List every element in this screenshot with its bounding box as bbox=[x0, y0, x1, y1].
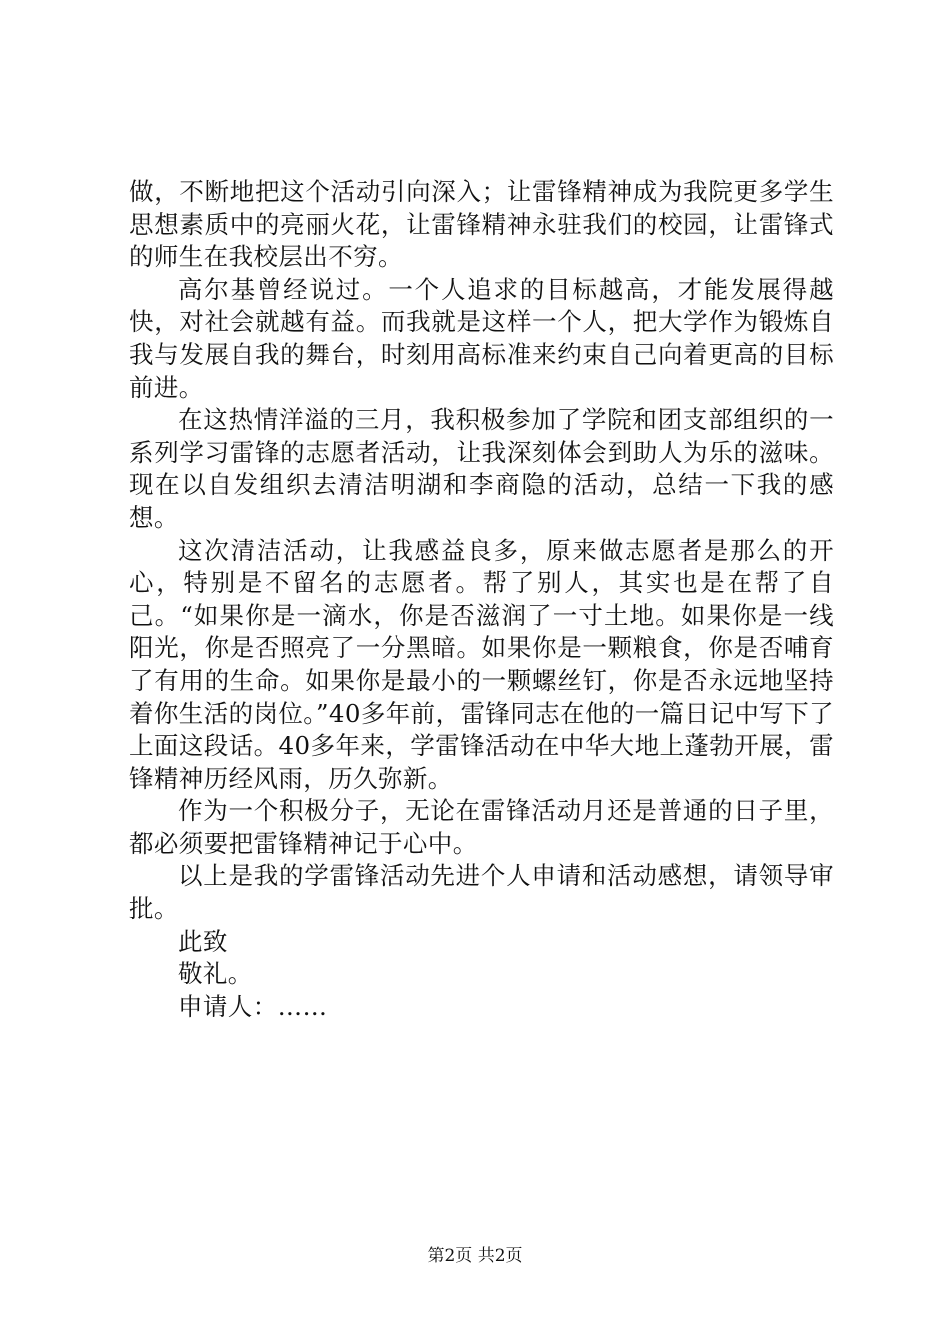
paragraph-4: 这次清洁活动，让我感益良多，原来做志愿者是那么的开心，特别是不留名的志愿者。帮了别人，其实也是在帮了自己。“如果你是一滴水，你是否滋润了一寸土地。如果你是一线阳光，你是否照亮了一分黑暗。如果你是一颗粮食，你是否哺育了有用的生命。如果你是最小的一颗螺丝钉，你是否永远地坚持着你生活的岗位。”40多年前，雷锋同志在他的一篇日记中写下了上面这段话。40多年来，学雷锋活动在中华大地上蓬勃开展，雷锋精神历经风雨，历久弥新。 bbox=[129, 535, 834, 793]
paragraph-1: 做，不断地把这个活动引向深入；让雷锋精神成为我院更多学生思想素质中的亮丽火花，让雷锋精神永驻我们的校园，让雷锋式的师生在我校层出不穷。 bbox=[129, 177, 834, 272]
paragraph-2: 高尔基曾经说过。一个人追求的目标越高，才能发展得越快，对社会就越有益。而我就是这样一个人，把大学作为锻炼自我与发展自我的舞台，时刻用高标准来约束自己向着更高的目标前进。 bbox=[129, 274, 834, 402]
page-number-footer: 第2页 共2页 bbox=[427, 1246, 523, 1266]
paragraph-3: 在这热情洋溢的三月，我积极参加了学院和团支部组织的一系列学习雷锋的志愿者活动，让我深刻体会到助人为乐的滋味。现在以自发组织去清洁明湖和李商隐的活动，总结一下我的感想。 bbox=[129, 405, 834, 532]
closing-regards: 敬礼。 bbox=[178, 959, 253, 989]
paragraph-6: 以上是我的学雷锋活动先进个人申请和活动感想，请领导审批。 bbox=[129, 861, 834, 924]
closing-salutation: 此致 bbox=[178, 926, 228, 956]
paragraph-5: 作为一个积极分子，无论在雷锋活动月还是普通的日子里，都必须要把雷锋精神记于心中。 bbox=[129, 796, 834, 858]
applicant-signature: 申请人：…… bbox=[178, 991, 328, 1021]
document-body bbox=[129, 176, 834, 1023]
